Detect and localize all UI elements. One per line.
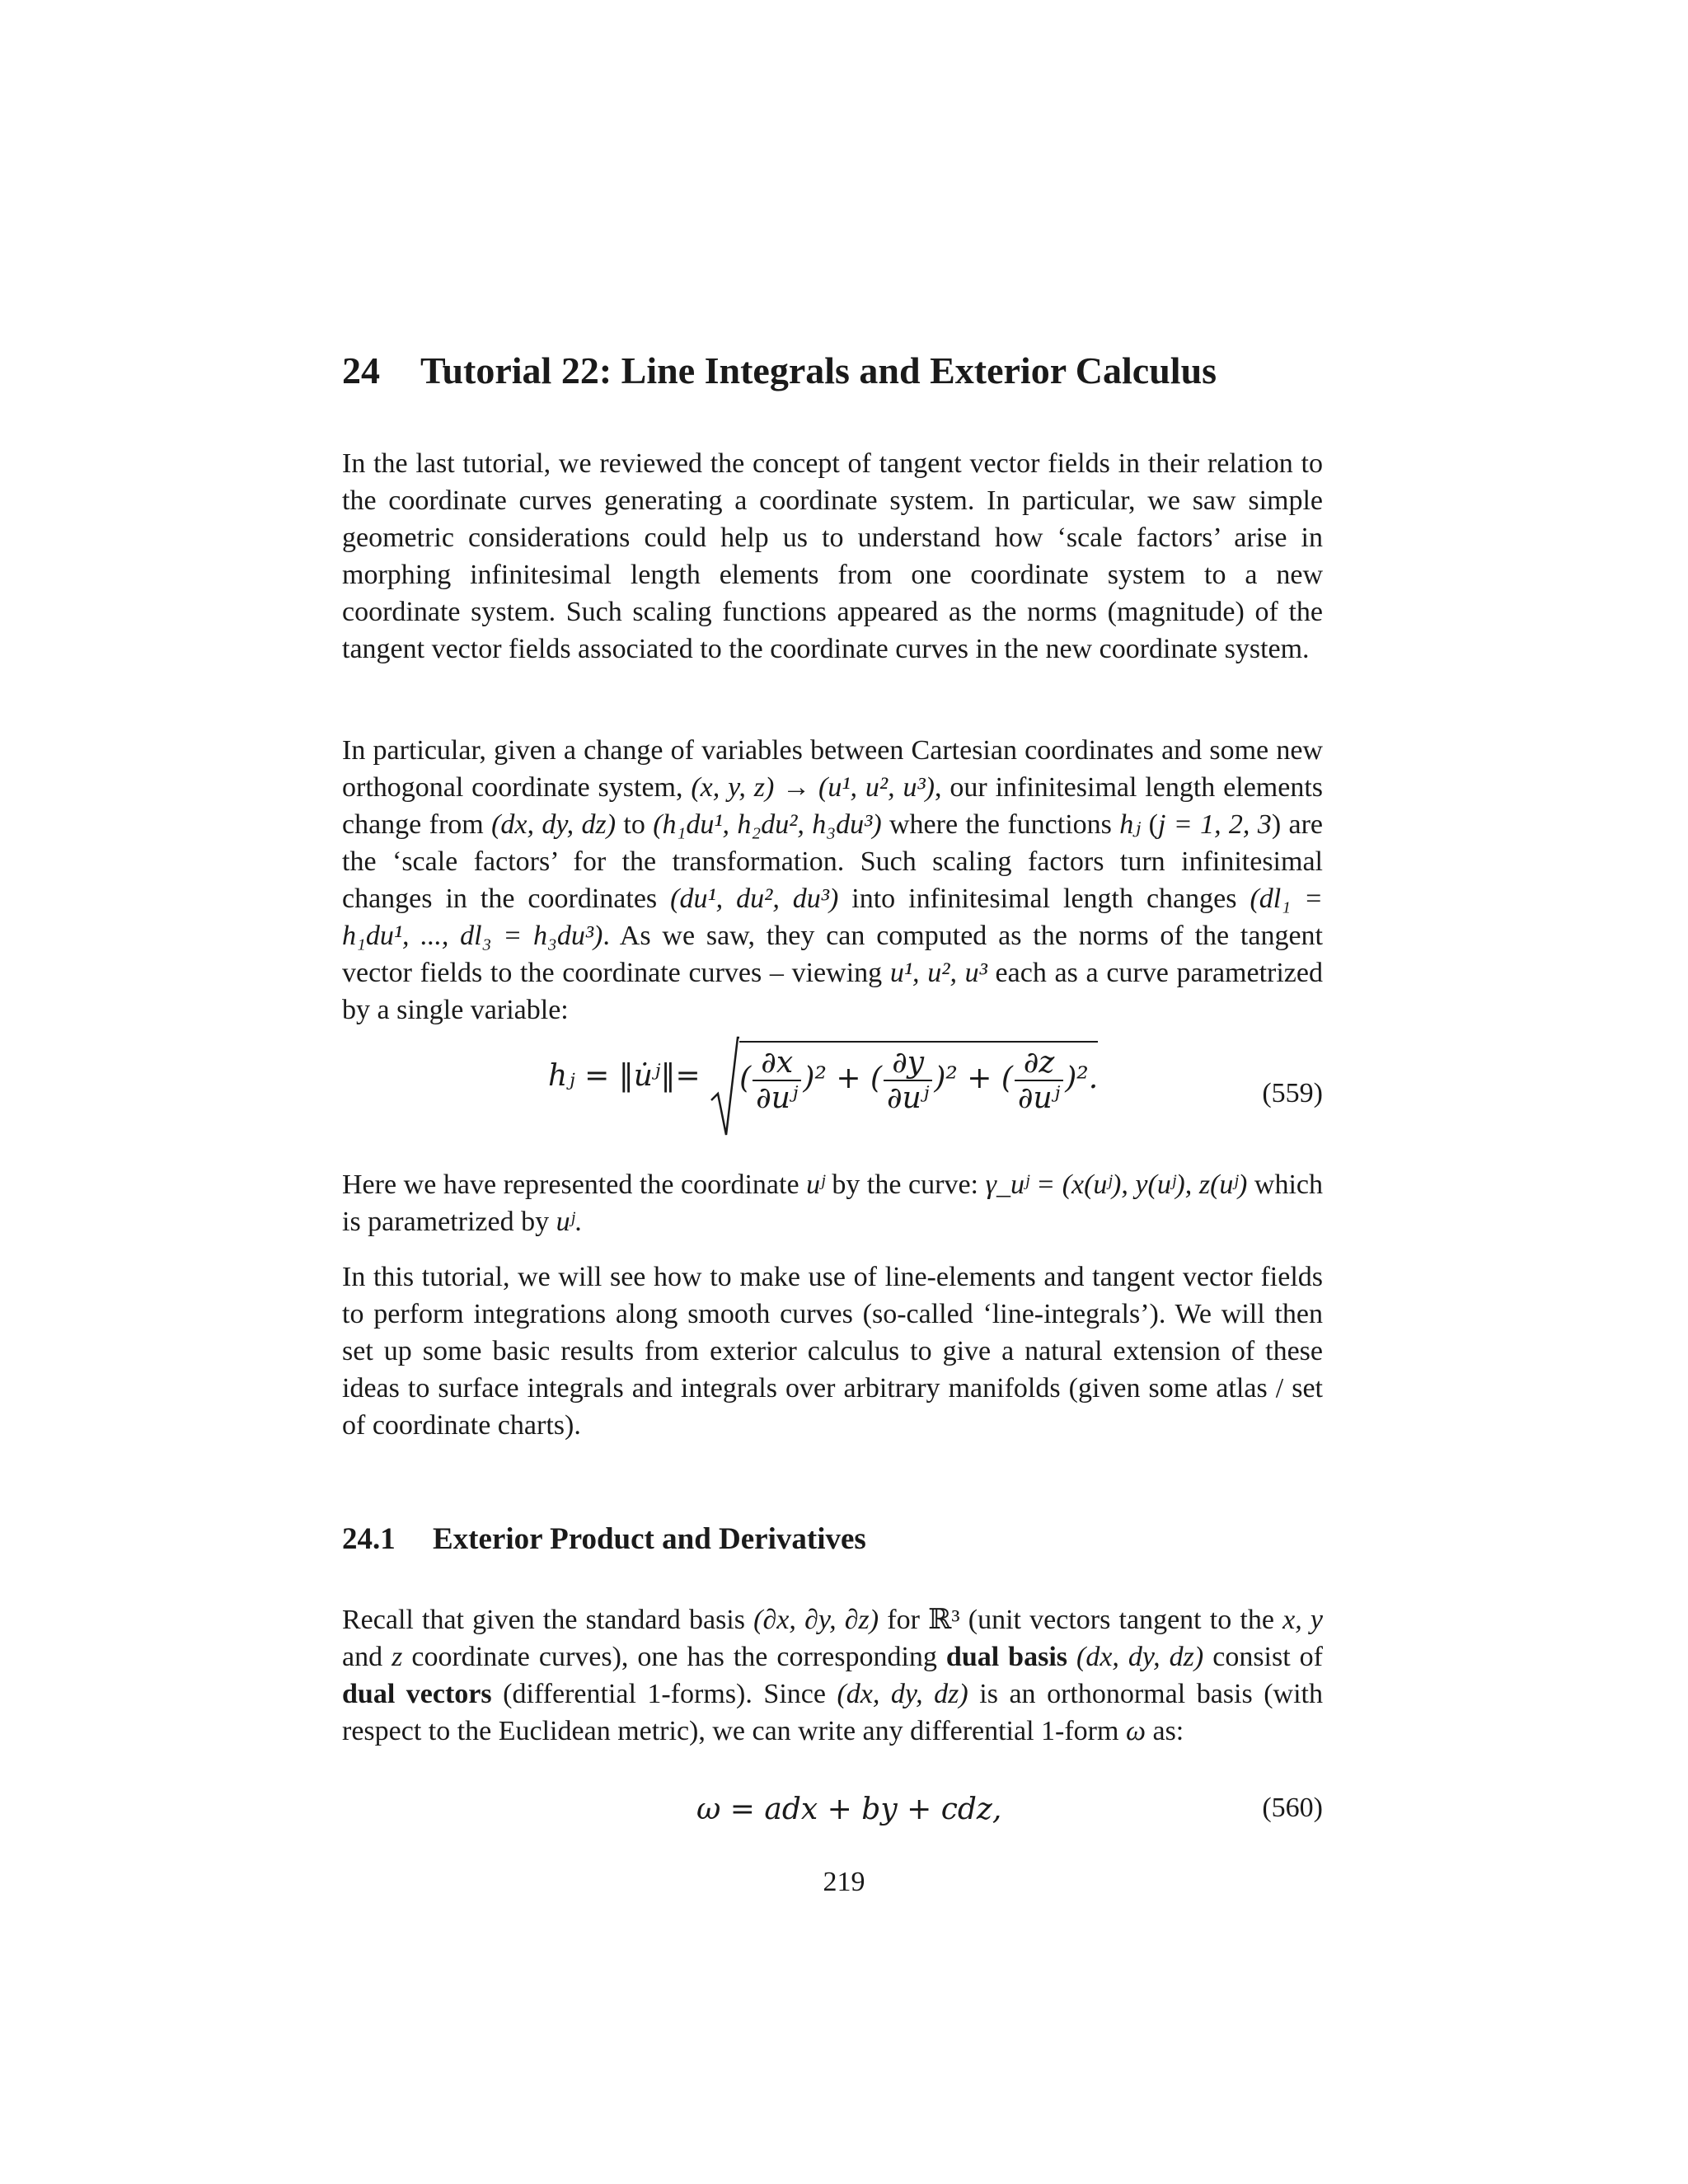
fraction-dx: $\frac{\partial x}{\text{∂uʲ}}$ [753,1046,801,1115]
math-inline: (dx, dy, dz) [491,809,617,840]
math-inline: (dx, dy, dz) [1076,1642,1204,1672]
subsection-title: Exterior Product and Derivatives [433,1522,866,1556]
math-inline: z [392,1642,403,1672]
page-number: 219 [823,1867,865,1897]
equation-number: (559) [1262,1078,1323,1108]
paragraph-curve: Here we have represented the coordinate uʲ by the curve: γ_uʲ = (x(uʲ), y(uʲ), z(uʲ) which is parametrized by uʲ. [342,1169,1324,1237]
fraction-dy: $\frac{\partial y}{\text{∂uʲ}}$ [884,1046,932,1115]
equation-number: (560) [1262,1793,1323,1823]
equation-560 [342,1793,1323,1834]
math-inline: (x, y, z) → (u¹, u², u³) [691,772,935,803]
math-inline: u¹, u², u³ [889,958,987,988]
math-inline: x, y [1282,1605,1323,1635]
paragraph-dual-basis: Recall that given the standard basis (∂x, ∂y, ∂z) for ℝ³ (unit vectors tangent to the x, y and z coordinate curves), one has the corresponding dual basis (dx, dy, dz) consist of dual vectors (differential 1-forms). Since (dx, dy, dz) is an orthonormal basis (with respect to the Euclidean metric), we can write any differential 1-form ω as: [342,1605,1324,1746]
math-inline: (dx, dy, dz) [837,1679,968,1709]
math-inline: uʲ [556,1207,575,1237]
math-inline: ℝ³ [928,1605,960,1635]
math-inline: j = 1, 2, 3 [1157,809,1272,840]
fraction-dz: $\frac{\partial z}{\text{∂uʲ}}$ [1015,1046,1063,1115]
paragraph-intro: In the last tutorial, we reviewed the concept of tangent vector fields in their relation to the coordinate curves generating a coordinate system. In particular, we saw simple geometric considerations could help us to understand how ‘scale factors’ arise in morphing infinitesimal length elements from one coordinate system to a new coordinate system. Such scaling functions appeared as the norms (magnitude) of the tangent vector fields associated to the coordinate curves in the new coordinate system. [342,448,1323,664]
square-root: ( $\frac{\partial x}{\text{∂uʲ}}$ )² + ( $\frac{\partial y}{\text{∂uʲ}}$ )² + ( $\frac{\partial z}{\text{∂uʲ}}$ )². [710,1041,1098,1115]
bold-term: dual vectors [342,1679,492,1709]
math-inline: (h₁du¹, h₂du², h₃du³) [653,809,882,840]
math-inline: hⱼ [1119,809,1142,840]
paragraph-scale-factors: In particular, given a change of variables between Cartesian coordinates and some new orthogonal coordinate system, (x, y, z) → (u¹, u², u³), our infinitesimal length elements change from (dx, dy, dz) to (h₁du¹, h₂du², h₃du³) where the functions hⱼ (j = 1, 2, 3) are the ‘scale factors’ for the transformation. Such scaling factors turn infinitesimal changes in the coordinates (du¹, du², du³) into infinitesimal length changes (dl₁ = h₁du¹, ..., dl₃ = h₃du³). As we saw, they can computed as the norms of the tangent vector fields to the coordinate curves – viewing u¹, u², u³ each as a curve parametrized by a single variable: [342,735,1324,1025]
math-inline: γ_uʲ = (x(uʲ), y(uʲ), z(uʲ) [985,1169,1248,1200]
equation-body: hⱼ = ‖u̇ʲ‖= ( $\frac{\partial x}{\text{∂uʲ}}$ )² + ( $\frac{\partial y}{\text{∂uʲ}}$ )² + ( $\frac{\partial z}{\text{∂uʲ}}$ )². [548,1041,1098,1115]
bold-term: dual basis [945,1642,1067,1672]
equation-body: ω = adx + by + cdz, [696,1793,1002,1826]
section-number: 24 [342,349,380,391]
section-title: Tutorial 22: Line Integrals and Exterior Calculus [420,349,1217,391]
section-heading [342,338,1217,404]
subsection-heading [342,1515,866,1564]
radical-sign-icon [710,1036,739,1140]
math-inline: (du¹, du², du³) [670,883,839,914]
subsection-number: 24.1 [342,1522,396,1556]
math-inline: uʲ [806,1169,825,1200]
math-inline: (∂x, ∂y, ∂z) [753,1605,879,1635]
paragraph-tutorial-overview: In this tutorial, we will see how to make use of line-elements and tangent vector fields to perform integrations along smooth curves (so-called ‘line-integrals’). We will then set up some basic results from exterior calculus to give a natural extension of these ideas to surface integrals and integrals over arbitrary manifolds (given some atlas / set of coordinate charts). [342,1262,1323,1441]
math-inline: (dl₁ = h₁du¹, ..., dl₃ = h₃du³) [342,883,1323,951]
math-inline: ω [1125,1716,1146,1746]
equation-559 [342,1041,1323,1148]
